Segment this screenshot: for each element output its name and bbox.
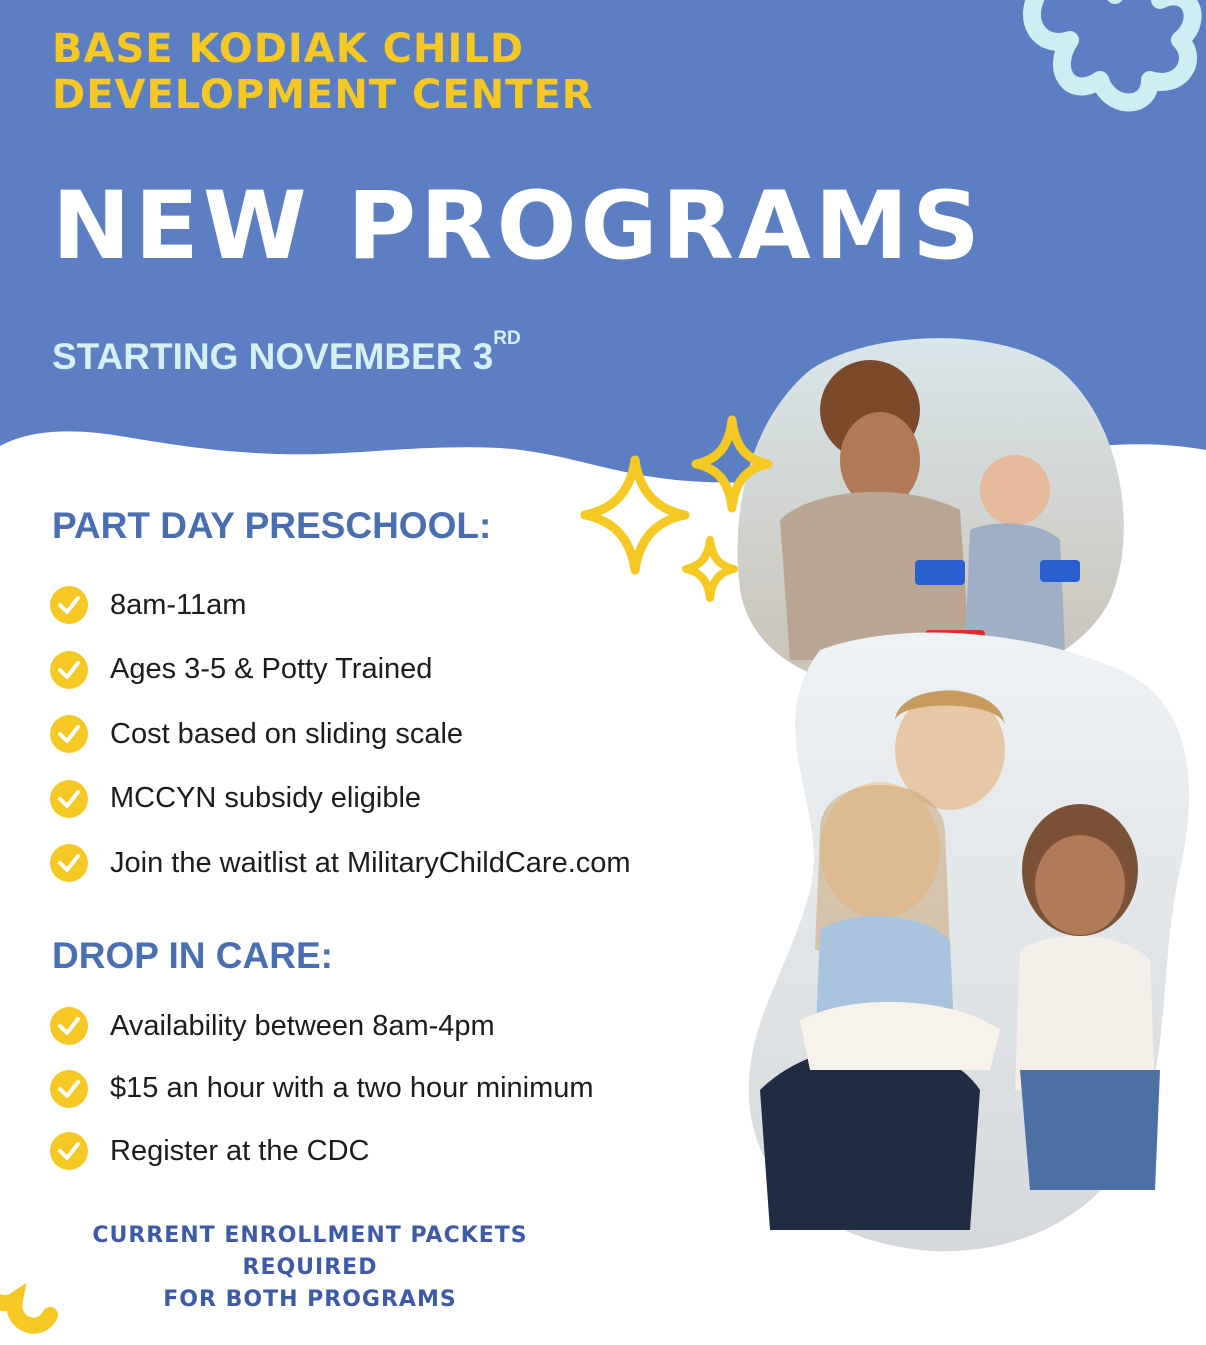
check-circle-icon — [50, 844, 88, 882]
start-date-suffix: RD — [493, 328, 521, 349]
start-date-text: STARTING NOVEMBER 3 — [52, 336, 494, 377]
list-item — [50, 767, 631, 832]
list-item — [50, 995, 594, 1058]
org-line-2: DEVELOPMENT CENTER — [52, 72, 594, 118]
list-item-text: Register at the CDC — [110, 1134, 370, 1167]
drop-in-list — [50, 995, 594, 1183]
flower-icon — [1000, 0, 1206, 130]
organization-name — [52, 26, 594, 118]
part-day-list — [50, 573, 631, 896]
check-circle-icon — [50, 780, 88, 818]
photo-preschoolers — [749, 633, 1189, 1252]
footer-line-1: CURRENT ENROLLMENT PACKETS REQUIRED — [92, 1223, 528, 1280]
footer-line-2: FOR BOTH PROGRAMS — [163, 1287, 457, 1312]
part-day-heading: PART DAY PRESCHOOL: — [52, 505, 492, 546]
list-item-text: 8am-11am — [110, 588, 247, 621]
list-item-text: Join the waitlist at MilitaryChildCare.com — [110, 846, 631, 879]
org-line-1: BASE KODIAK CHILD — [52, 26, 525, 72]
list-item-text: Cost based on sliding scale — [110, 717, 464, 750]
list-item-text: $15 an hour with a two hour minimum — [110, 1072, 594, 1105]
list-item — [50, 1120, 594, 1183]
list-item-text: Ages 3-5 & Potty Trained — [110, 653, 433, 686]
start-date — [52, 328, 521, 378]
check-circle-icon — [50, 1132, 88, 1170]
list-item — [50, 1058, 594, 1121]
list-item — [50, 831, 631, 896]
list-item — [50, 573, 631, 638]
check-circle-icon — [50, 715, 88, 753]
check-circle-icon — [50, 586, 88, 624]
check-circle-icon — [50, 1007, 88, 1045]
list-item — [50, 638, 631, 703]
footer-note — [30, 1220, 590, 1316]
list-item-text: MCCYN subsidy eligible — [110, 782, 422, 815]
page-title: NEW PROGRAMS — [52, 172, 985, 281]
list-item — [50, 702, 631, 767]
drop-in-heading: DROP IN CARE: — [52, 935, 333, 976]
check-circle-icon — [50, 651, 88, 689]
list-item-text: Availability between 8am-4pm — [110, 1009, 495, 1042]
check-circle-icon — [50, 1070, 88, 1108]
